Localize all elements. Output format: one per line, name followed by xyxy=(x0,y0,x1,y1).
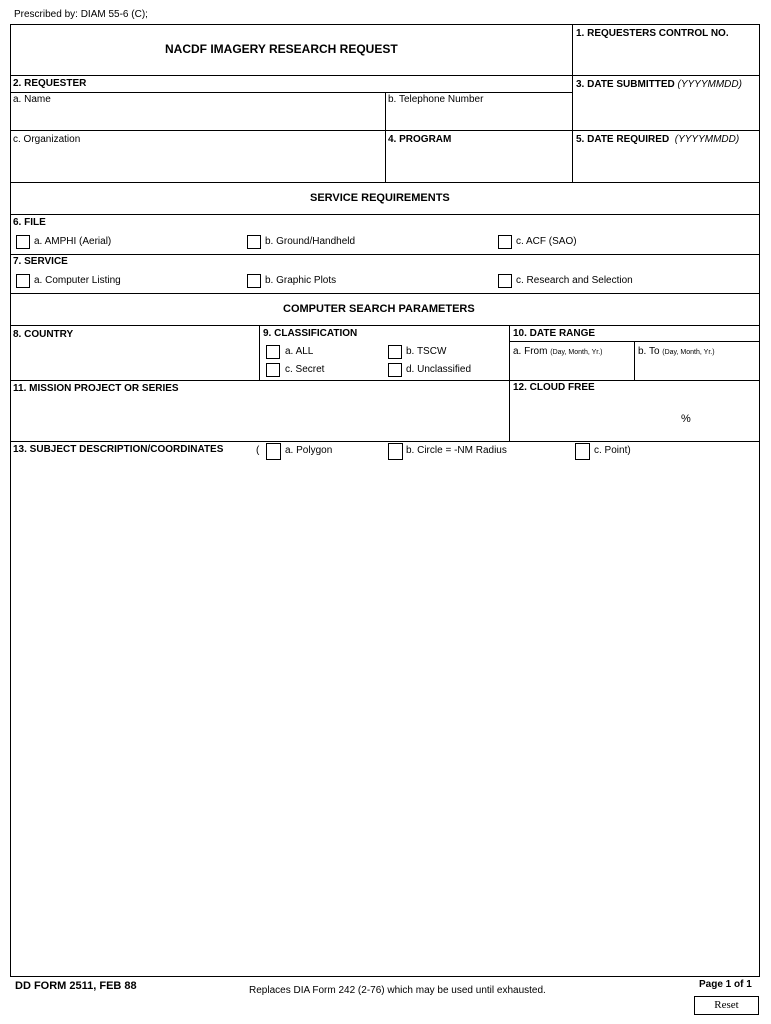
service-requirements-heading: SERVICE REQUIREMENTS xyxy=(310,192,450,204)
divider xyxy=(10,92,572,93)
circle-checkbox[interactable] xyxy=(388,443,403,460)
date-required-input[interactable] xyxy=(574,146,758,181)
form-number: DD FORM 2511, FEB 88 xyxy=(15,980,137,992)
field-10-label: 10. DATE RANGE xyxy=(513,328,596,339)
class-tscw-checkbox[interactable] xyxy=(388,345,402,359)
class-unclassified-label: d. Unclassified xyxy=(406,364,472,375)
divider xyxy=(259,325,260,380)
open-paren: ( xyxy=(256,445,260,456)
prescribed-by: Prescribed by: DIAM 55-6 (C); xyxy=(14,9,148,20)
divider xyxy=(10,325,760,326)
circle-label: b. Circle = -NM Radius xyxy=(406,445,507,456)
name-label: a. Name xyxy=(13,94,51,105)
requesters-control-no-input[interactable] xyxy=(574,42,758,74)
field-8-label: 8. COUNTRY xyxy=(13,329,74,340)
field-1-label: 1. REQUESTERS CONTROL NO. xyxy=(576,28,729,39)
divider xyxy=(10,441,760,442)
field-12-label: 12. CLOUD FREE xyxy=(513,382,595,393)
program-input[interactable] xyxy=(387,146,571,181)
date-to-input[interactable] xyxy=(636,359,758,379)
amphi-checkbox[interactable] xyxy=(16,235,30,249)
acf-checkbox[interactable] xyxy=(498,235,512,249)
point-checkbox[interactable] xyxy=(575,443,590,460)
field-9-label: 9. CLASSIFICATION xyxy=(263,328,358,339)
class-all-label: a. ALL xyxy=(285,346,314,357)
percent-sign: % xyxy=(681,413,691,425)
field-7-label: 7. SERVICE xyxy=(13,256,68,267)
divider xyxy=(572,24,573,182)
divider xyxy=(10,254,760,255)
field-3-label: 3. DATE SUBMITTED (YYYYMMDD) xyxy=(576,79,742,90)
replaces-note: Replaces DIA Form 242 (2-76) which may be used until exhausted. xyxy=(249,985,546,996)
divider xyxy=(634,341,635,380)
acf-label: c. ACF (SAO) xyxy=(516,236,577,247)
date-from-input[interactable] xyxy=(511,359,632,379)
name-input[interactable] xyxy=(12,106,384,129)
field-5-label: 5. DATE REQUIRED (YYYYMMDD) xyxy=(576,134,740,145)
class-unclassified-checkbox[interactable] xyxy=(388,363,402,377)
divider xyxy=(10,214,760,215)
page-number: Page 1 of 1 xyxy=(699,979,752,990)
computer-search-heading: COMPUTER SEARCH PARAMETERS xyxy=(283,303,475,315)
field-2-label: 2. REQUESTER xyxy=(13,78,87,89)
cloud-free-input[interactable] xyxy=(511,397,676,440)
divider xyxy=(10,380,760,381)
divider xyxy=(385,92,386,182)
graphic-plots-checkbox[interactable] xyxy=(247,274,261,288)
divider xyxy=(509,325,510,441)
divider xyxy=(10,75,760,76)
research-selection-label: c. Research and Selection xyxy=(516,275,633,286)
ground-handheld-checkbox[interactable] xyxy=(247,235,261,249)
computer-listing-label: a. Computer Listing xyxy=(34,275,121,286)
polygon-checkbox[interactable] xyxy=(266,443,281,460)
ground-handheld-label: b. Ground/Handheld xyxy=(265,236,356,247)
field-11-label: 11. MISSION PROJECT OR SERIES xyxy=(13,383,179,394)
graphic-plots-label: b. Graphic Plots xyxy=(265,275,337,286)
field-4-label: 4. PROGRAM xyxy=(388,134,452,145)
date-from-label: a. From (Day, Month, Yr.) xyxy=(513,346,603,357)
class-all-checkbox[interactable] xyxy=(266,345,280,359)
subject-description-textarea[interactable] xyxy=(12,464,758,974)
divider xyxy=(10,182,760,183)
organization-input[interactable] xyxy=(12,146,384,181)
divider xyxy=(10,293,760,294)
reset-button[interactable]: Reset xyxy=(694,996,759,1015)
form-title: NACDF IMAGERY RESEARCH REQUEST xyxy=(165,42,398,56)
organization-label: c. Organization xyxy=(13,134,81,145)
polygon-label: a. Polygon xyxy=(285,445,333,456)
country-input[interactable] xyxy=(12,342,257,379)
date-to-label: b. To (Day, Month, Yr.) xyxy=(638,346,715,357)
telephone-input[interactable] xyxy=(387,106,571,129)
telephone-label: b. Telephone Number xyxy=(388,94,484,105)
amphi-label: a. AMPHI (Aerial) xyxy=(34,236,112,247)
class-secret-label: c. Secret xyxy=(285,364,325,375)
mission-project-input[interactable] xyxy=(12,397,507,440)
computer-listing-checkbox[interactable] xyxy=(16,274,30,288)
field-6-label: 6. FILE xyxy=(13,217,46,228)
research-selection-checkbox[interactable] xyxy=(498,274,512,288)
point-label: c. Point) xyxy=(594,445,631,456)
date-submitted-input[interactable] xyxy=(574,93,758,129)
field-13-label: 13. SUBJECT DESCRIPTION/COORDINATES xyxy=(13,444,224,455)
class-tscw-label: b. TSCW xyxy=(406,346,447,357)
class-secret-checkbox[interactable] xyxy=(266,363,280,377)
